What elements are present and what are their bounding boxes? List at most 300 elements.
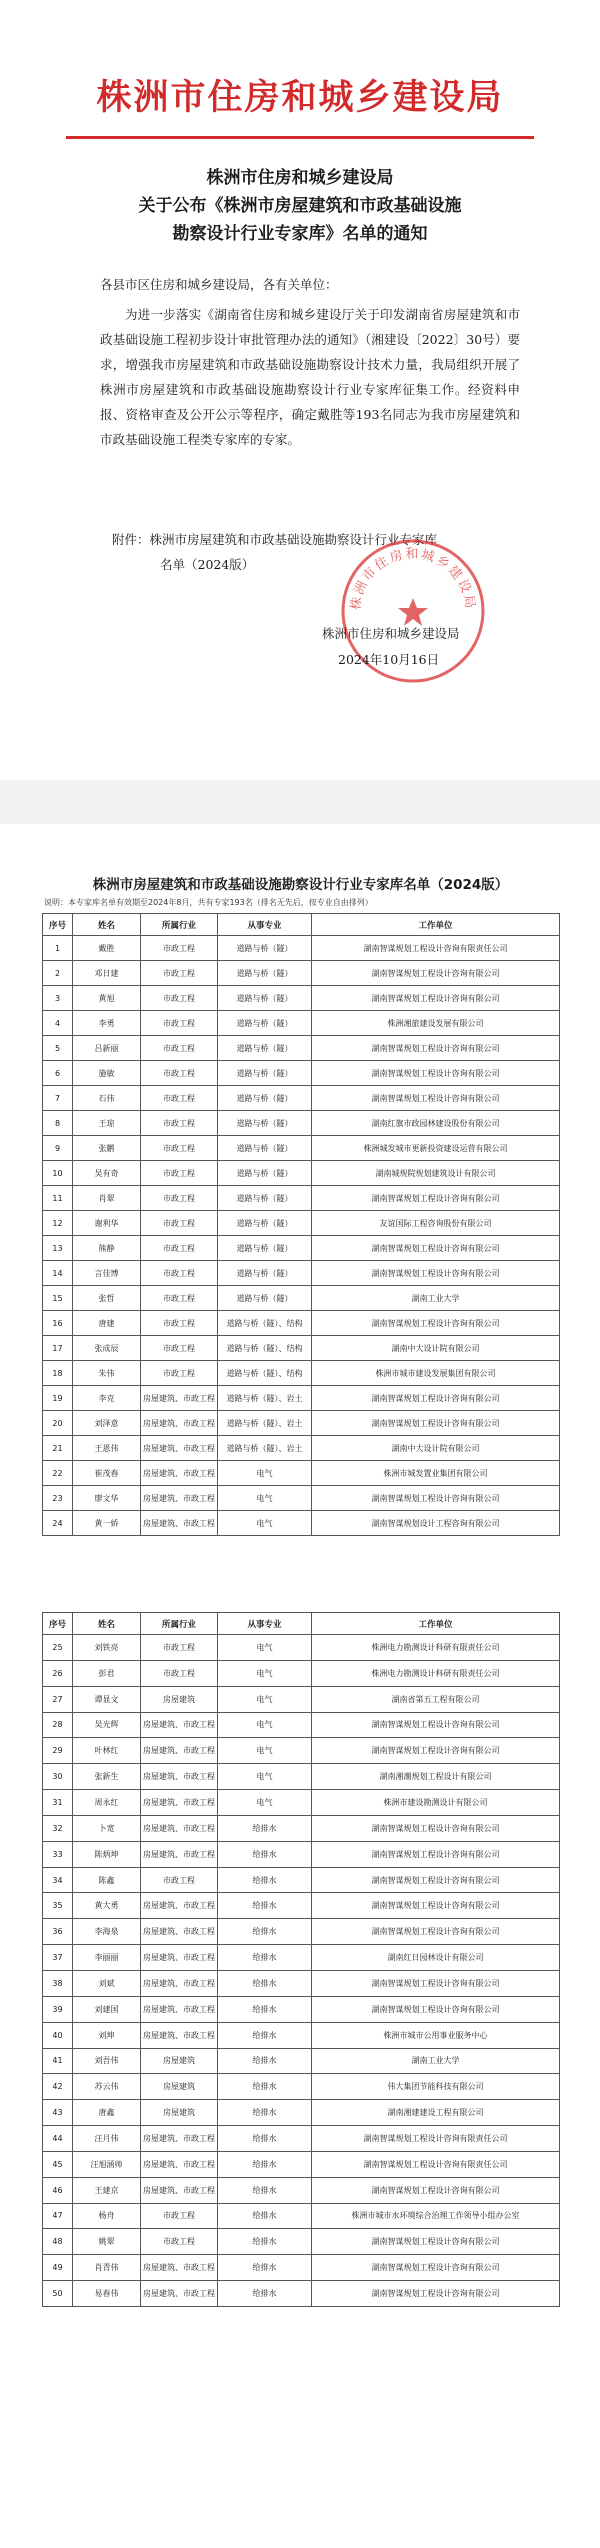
table-row xyxy=(43,1867,560,1893)
header-field: 所属行业 xyxy=(141,1613,218,1635)
cell-name: 李勇 xyxy=(73,1011,141,1036)
cell-field: 市政工程 xyxy=(141,1261,218,1286)
header-unit: 工作单位 xyxy=(312,1613,560,1635)
cell-field: 市政工程 xyxy=(141,1635,218,1661)
table-row xyxy=(43,2048,560,2074)
cell-field: 房屋建筑、市政工程 xyxy=(141,1511,218,1536)
cell-unit: 湖南智谋规划工程设计咨询有限责任公司 xyxy=(312,2151,560,2177)
cell-name: 石伟 xyxy=(73,1086,141,1111)
cell-specialty: 给排水 xyxy=(218,1919,312,1945)
roster-table-2 xyxy=(42,1612,560,2307)
cell-specialty: 道路与桥（隧） xyxy=(218,1211,312,1236)
cell-name: 姚翠 xyxy=(73,2229,141,2255)
roster-body-1 xyxy=(43,936,560,1536)
cell-name: 苏云伟 xyxy=(73,2074,141,2100)
cell-no: 40 xyxy=(43,2022,73,2048)
cell-unit: 湖南智谋规划工程设计咨询有限公司 xyxy=(312,1815,560,1841)
cell-specialty: 给排水 xyxy=(218,1867,312,1893)
cell-no: 3 xyxy=(43,986,73,1011)
cell-no: 14 xyxy=(43,1261,73,1286)
cell-name: 刘坤 xyxy=(73,2022,141,2048)
cell-unit: 湖南智谋规划工程设计咨询有限公司 xyxy=(312,1919,560,1945)
roster-page-1 xyxy=(38,863,563,1543)
cell-specialty: 道路与桥（隧） xyxy=(218,1036,312,1061)
table-row xyxy=(43,1361,560,1386)
notice-attachment-line1: 附件：株洲市房屋建筑和市政基础设施勘察设计行业专家库 xyxy=(112,532,438,547)
cell-name: 唐建 xyxy=(73,1311,141,1336)
cell-field: 房屋建筑、市政工程 xyxy=(141,2281,218,2307)
seal-text: 株洲市住房和城乡建设局 xyxy=(348,547,478,612)
cell-specialty: 道路与桥（隧） xyxy=(218,1161,312,1186)
cell-field: 房屋建筑、市政工程 xyxy=(141,1411,218,1436)
cell-specialty: 道路与桥（隧） xyxy=(218,1136,312,1161)
cell-specialty: 道路与桥（隧） xyxy=(218,1261,312,1286)
cell-field: 房屋建筑 xyxy=(141,2074,218,2100)
cell-unit: 株洲市建设勘测设计有限公司 xyxy=(312,1790,560,1816)
cell-unit: 湖南智谋规划工程设计咨询有限公司 xyxy=(312,2177,560,2203)
table-row xyxy=(43,1790,560,1816)
table-row xyxy=(43,1286,560,1311)
cell-no: 36 xyxy=(43,1919,73,1945)
cell-name: 李海泉 xyxy=(73,1919,141,1945)
cell-name: 言佳博 xyxy=(73,1261,141,1286)
cell-no: 6 xyxy=(43,1061,73,1086)
table-row xyxy=(43,1111,560,1136)
cell-name: 黄大勇 xyxy=(73,1893,141,1919)
table-row xyxy=(43,1738,560,1764)
cell-unit: 湖南智谋规划工程设计咨询有限责任公司 xyxy=(312,936,560,961)
cell-field: 房屋建筑、市政工程 xyxy=(141,2022,218,2048)
cell-no: 10 xyxy=(43,1161,73,1186)
table-row xyxy=(43,1036,560,1061)
table-row xyxy=(43,1841,560,1867)
cell-unit: 湖南智谋规划工程设计咨询有限公司 xyxy=(312,2229,560,2255)
notice-title-line1: 株洲市住房和城乡建设局 xyxy=(206,168,394,188)
cell-unit: 湖南智谋规划工程设计咨询有限公司 xyxy=(312,1411,560,1436)
cell-specialty: 给排水 xyxy=(218,1841,312,1867)
cell-name: 王琼 xyxy=(73,1111,141,1136)
table-row xyxy=(43,1712,560,1738)
table-row xyxy=(43,2022,560,2048)
table-row xyxy=(43,1136,560,1161)
cell-no: 9 xyxy=(43,1136,73,1161)
cell-no: 26 xyxy=(43,1660,73,1686)
cell-specialty: 电气 xyxy=(218,1660,312,1686)
cell-specialty: 给排水 xyxy=(218,1945,312,1971)
cell-name: 叶林红 xyxy=(73,1738,141,1764)
cell-unit: 湖南中大设计院有限公司 xyxy=(312,1436,560,1461)
cell-unit: 湖南智谋规划工程设计咨询有限公司 xyxy=(312,1261,560,1286)
cell-specialty: 给排水 xyxy=(218,2126,312,2152)
cell-no: 1 xyxy=(43,936,73,961)
cell-name: 刘建国 xyxy=(73,1996,141,2022)
cell-no: 15 xyxy=(43,1286,73,1311)
cell-name: 张鹏 xyxy=(73,1136,141,1161)
cell-field: 房屋建筑 xyxy=(141,1686,218,1712)
cell-name: 唐鑫 xyxy=(73,2100,141,2126)
cell-name: 廖文华 xyxy=(73,1486,141,1511)
cell-name: 崔茂春 xyxy=(73,1461,141,1486)
roster-table-1 xyxy=(42,913,560,1536)
cell-no: 2 xyxy=(43,961,73,986)
cell-name: 陈炳坤 xyxy=(73,1841,141,1867)
cell-unit: 株洲市城市建设发展集团有限公司 xyxy=(312,1361,560,1386)
cell-field: 房屋建筑、市政工程 xyxy=(141,2177,218,2203)
cell-unit: 株洲市城市水环境综合治理工作领导小组办公室 xyxy=(312,2203,560,2229)
cell-unit: 湖南中大设计院有限公司 xyxy=(312,1336,560,1361)
table-row xyxy=(43,1511,560,1536)
cell-field: 市政工程 xyxy=(141,1111,218,1136)
cell-specialty: 给排水 xyxy=(218,1996,312,2022)
table-row xyxy=(43,1815,560,1841)
notice-paragraph: 为进一步落实《湖南省住房和城乡建设厅关于印发湖南省房屋建筑和市政基础设施工程初步设计审批管理办法的通知》（湘建设〔2022〕30号）要求，增强我市房屋建筑和市政基础设施勘察设计技术力量，我局组织开展了株洲市房屋建筑和市政基础设施勘察设计行业专家库征集工作。经资料申报、资格审查及公开公示等程序，确定戴胜等193名同志为我市房屋建筑和市政基础设施工程类专家库的专家。 xyxy=(100,307,520,447)
cell-field: 房屋建筑、市政工程 xyxy=(141,2255,218,2281)
cell-name: 黄一娇 xyxy=(73,1511,141,1536)
cell-unit: 湖南湘建建设工程有限公司 xyxy=(312,2100,560,2126)
cell-no: 30 xyxy=(43,1764,73,1790)
cell-no: 31 xyxy=(43,1790,73,1816)
cell-field: 房屋建筑、市政工程 xyxy=(141,1436,218,1461)
cell-specialty: 给排水 xyxy=(218,2203,312,2229)
cell-specialty: 道路与桥（隧） xyxy=(218,1286,312,1311)
notice-salutation: 各县市区住房和城乡建设局，各有关单位： xyxy=(100,277,338,292)
cell-unit: 湖南工业大学 xyxy=(312,1286,560,1311)
cell-unit: 湖南智谋规划工程设计咨询有限公司 xyxy=(312,961,560,986)
letterhead-title: 株洲市住房和城乡建设局 xyxy=(96,78,504,118)
cell-no: 37 xyxy=(43,1945,73,1971)
roster-title: 株洲市房屋建筑和市政基础设施勘察设计行业专家库名单（2024版） xyxy=(92,877,509,893)
cell-field: 房屋建筑、市政工程 xyxy=(141,1486,218,1511)
cell-unit: 湖南智谋规划工程设计咨询有限责任公司 xyxy=(312,2126,560,2152)
cell-name: 彭君 xyxy=(73,1660,141,1686)
cell-no: 44 xyxy=(43,2126,73,2152)
roster-note: 说明：本专家库名单有效期至2024年8月，共有专家193名（排名无先后，按专业自由排列） xyxy=(44,898,373,907)
cell-no: 48 xyxy=(43,2229,73,2255)
cell-field: 市政工程 xyxy=(141,1211,218,1236)
table-row xyxy=(43,1011,560,1036)
cell-name: 黄旭 xyxy=(73,986,141,1011)
table-row xyxy=(43,2100,560,2126)
table-row xyxy=(43,1945,560,1971)
cell-unit: 湖南智谋规划工程设计咨询有限公司 xyxy=(312,1996,560,2022)
table-row xyxy=(43,2151,560,2177)
cell-field: 市政工程 xyxy=(141,1136,218,1161)
cell-specialty: 给排水 xyxy=(218,2151,312,2177)
cell-no: 24 xyxy=(43,1511,73,1536)
cell-no: 33 xyxy=(43,1841,73,1867)
table-row xyxy=(43,1461,560,1486)
notice-title-line2: 关于公布《株洲市房屋建筑和市政基础设施 xyxy=(138,196,462,216)
cell-field: 市政工程 xyxy=(141,961,218,986)
table-row xyxy=(43,1211,560,1236)
cell-field: 市政工程 xyxy=(141,986,218,1011)
cell-specialty: 道路与桥（隧） xyxy=(218,1061,312,1086)
cell-no: 28 xyxy=(43,1712,73,1738)
cell-name: 邓日建 xyxy=(73,961,141,986)
cell-specialty: 道路与桥（隧） xyxy=(218,1011,312,1036)
roster-page-2 xyxy=(38,1590,563,2535)
cell-specialty: 电气 xyxy=(218,1686,312,1712)
cell-unit: 湖南智谋规划工程设计咨询有限公司 xyxy=(312,1311,560,1336)
cell-unit: 湖南智谋规划设计工程咨询有限公司 xyxy=(312,1511,560,1536)
cell-specialty: 电气 xyxy=(218,1635,312,1661)
cell-unit: 湖南省第五工程有限公司 xyxy=(312,1686,560,1712)
cell-unit: 湖南红旗市政园林建设股份有限公司 xyxy=(312,1111,560,1136)
table-row xyxy=(43,1161,560,1186)
cell-specialty: 电气 xyxy=(218,1511,312,1536)
page-gap xyxy=(0,780,600,824)
cell-no: 32 xyxy=(43,1815,73,1841)
cell-unit: 湖南智谋规划工程设计咨询有限公司 xyxy=(312,1712,560,1738)
cell-specialty: 道路与桥（隧）、结构 xyxy=(218,1361,312,1386)
cell-unit: 株洲市城市公用事业服务中心 xyxy=(312,2022,560,2048)
cell-name: 周永红 xyxy=(73,1790,141,1816)
cell-field: 市政工程 xyxy=(141,1186,218,1211)
table-row xyxy=(43,1336,560,1361)
cell-name: 卜宽 xyxy=(73,1815,141,1841)
cell-name: 陈鑫 xyxy=(73,1867,141,1893)
header-name: 姓名 xyxy=(73,914,141,936)
letterhead-red-rule xyxy=(66,136,534,139)
table-header-row xyxy=(43,914,560,936)
table-row xyxy=(43,1436,560,1461)
table-row xyxy=(43,2126,560,2152)
cell-specialty: 给排水 xyxy=(218,2281,312,2307)
cell-specialty: 道路与桥（隧）、岩土 xyxy=(218,1436,312,1461)
cell-no: 20 xyxy=(43,1411,73,1436)
cell-name: 李克 xyxy=(73,1386,141,1411)
cell-field: 市政工程 xyxy=(141,1361,218,1386)
cell-no: 34 xyxy=(43,1867,73,1893)
table-row xyxy=(43,1660,560,1686)
cell-field: 房屋建筑、市政工程 xyxy=(141,1712,218,1738)
cell-name: 刘吾伟 xyxy=(73,2048,141,2074)
cell-specialty: 道路与桥（隧） xyxy=(218,1111,312,1136)
cell-unit: 湖南智谋规划工程设计咨询有限公司 xyxy=(312,1893,560,1919)
header-unit: 工作单位 xyxy=(312,914,560,936)
cell-unit: 湖南城规院规划建筑设计有限公司 xyxy=(312,1161,560,1186)
cell-specialty: 电气 xyxy=(218,1486,312,1511)
cell-field: 房屋建筑、市政工程 xyxy=(141,1738,218,1764)
cell-no: 16 xyxy=(43,1311,73,1336)
cell-unit: 湖南智谋规划工程设计咨询有限公司 xyxy=(312,1061,560,1086)
cell-name: 汪旭涵帅 xyxy=(73,2151,141,2177)
cell-field: 市政工程 xyxy=(141,1286,218,1311)
cell-specialty: 给排水 xyxy=(218,1970,312,1996)
cell-specialty: 道路与桥（隧） xyxy=(218,936,312,961)
cell-no: 41 xyxy=(43,2048,73,2074)
cell-no: 29 xyxy=(43,1738,73,1764)
cell-unit: 伟大集团节能科技有限公司 xyxy=(312,2074,560,2100)
cell-no: 7 xyxy=(43,1086,73,1111)
cell-field: 市政工程 xyxy=(141,936,218,961)
cell-no: 46 xyxy=(43,2177,73,2203)
table-row xyxy=(43,2177,560,2203)
table-row xyxy=(43,961,560,986)
cell-field: 房屋建筑、市政工程 xyxy=(141,1841,218,1867)
cell-name: 王建京 xyxy=(73,2177,141,2203)
table-row xyxy=(43,1086,560,1111)
cell-specialty: 电气 xyxy=(218,1790,312,1816)
cell-no: 17 xyxy=(43,1336,73,1361)
header-specialty: 从事专业 xyxy=(218,914,312,936)
notice-date: 2024年10月16日 xyxy=(338,652,440,667)
cell-no: 27 xyxy=(43,1686,73,1712)
cell-unit: 湖南智谋规划工程设计咨询有限公司 xyxy=(312,1867,560,1893)
table-row xyxy=(43,986,560,1011)
cell-unit: 湖南智谋规划工程设计咨询有限公司 xyxy=(312,2281,560,2307)
cell-specialty: 道路与桥（隧） xyxy=(218,986,312,1011)
cell-field: 市政工程 xyxy=(141,1161,218,1186)
cell-no: 45 xyxy=(43,2151,73,2177)
cell-specialty: 道路与桥（隧） xyxy=(218,961,312,986)
header-field: 所属行业 xyxy=(141,914,218,936)
cell-no: 4 xyxy=(43,1011,73,1036)
cell-no: 47 xyxy=(43,2203,73,2229)
cell-field: 房屋建筑、市政工程 xyxy=(141,2126,218,2152)
cell-field: 市政工程 xyxy=(141,1086,218,1111)
table-header-row xyxy=(43,1613,560,1635)
cell-field: 市政工程 xyxy=(141,2203,218,2229)
cell-specialty: 道路与桥（隧） xyxy=(218,1086,312,1111)
cell-no: 12 xyxy=(43,1211,73,1236)
cell-name: 刘斌 xyxy=(73,1970,141,1996)
header-specialty: 从事专业 xyxy=(218,1613,312,1635)
cell-field: 房屋建筑 xyxy=(141,2048,218,2074)
cell-field: 房屋建筑 xyxy=(141,2100,218,2126)
cell-field: 房屋建筑、市政工程 xyxy=(141,1790,218,1816)
cell-field: 市政工程 xyxy=(141,1036,218,1061)
roster-body-2 xyxy=(43,1635,560,2307)
table-row xyxy=(43,1996,560,2022)
cell-name: 李丽丽 xyxy=(73,1945,141,1971)
cell-no: 22 xyxy=(43,1461,73,1486)
cell-name: 戴胜 xyxy=(73,936,141,961)
table-row xyxy=(43,1061,560,1086)
cell-unit: 湖南智谋规划工程设计咨询有限公司 xyxy=(312,1186,560,1211)
cell-specialty: 给排水 xyxy=(218,1815,312,1841)
cell-name: 汪月伟 xyxy=(73,2126,141,2152)
cell-field: 市政工程 xyxy=(141,1311,218,1336)
cell-unit: 株洲湘旅建设发展有限公司 xyxy=(312,1011,560,1036)
cell-specialty: 电气 xyxy=(218,1764,312,1790)
cell-name: 吴光辉 xyxy=(73,1712,141,1738)
cell-field: 房屋建筑、市政工程 xyxy=(141,1815,218,1841)
cell-specialty: 道路与桥（隧）、岩土 xyxy=(218,1411,312,1436)
cell-no: 19 xyxy=(43,1386,73,1411)
cell-name: 张新生 xyxy=(73,1764,141,1790)
cell-name: 王恩伟 xyxy=(73,1436,141,1461)
table-row xyxy=(43,1919,560,1945)
cell-name: 刘泽意 xyxy=(73,1411,141,1436)
table-row xyxy=(43,1635,560,1661)
notice-issuer: 株洲市住房和城乡建设局 xyxy=(322,626,460,641)
cell-no: 18 xyxy=(43,1361,73,1386)
table-row xyxy=(43,936,560,961)
cell-name: 吴有奇 xyxy=(73,1161,141,1186)
cell-field: 市政工程 xyxy=(141,1011,218,1036)
cell-field: 房屋建筑、市政工程 xyxy=(141,1945,218,1971)
table-row xyxy=(43,1486,560,1511)
table-row xyxy=(43,1686,560,1712)
notice-attachment-line2: 名单（2024版） xyxy=(160,557,255,572)
cell-field: 市政工程 xyxy=(141,1867,218,1893)
table-row xyxy=(43,1893,560,1919)
cell-field: 房屋建筑、市政工程 xyxy=(141,1996,218,2022)
cell-name: 易春伟 xyxy=(73,2281,141,2307)
cell-no: 11 xyxy=(43,1186,73,1211)
table-row xyxy=(43,2255,560,2281)
cell-specialty: 给排水 xyxy=(218,2229,312,2255)
cell-field: 房屋建筑、市政工程 xyxy=(141,1893,218,1919)
cell-field: 市政工程 xyxy=(141,1236,218,1261)
table-row xyxy=(43,2203,560,2229)
cell-field: 房屋建筑、市政工程 xyxy=(141,1386,218,1411)
cell-specialty: 道路与桥（隧）、岩土 xyxy=(218,1386,312,1411)
cell-field: 市政工程 xyxy=(141,1336,218,1361)
cell-no: 42 xyxy=(43,2074,73,2100)
cell-unit: 株洲市城发置业集团有限公司 xyxy=(312,1461,560,1486)
cell-specialty: 给排水 xyxy=(218,2074,312,2100)
cell-specialty: 电气 xyxy=(218,1461,312,1486)
cell-no: 21 xyxy=(43,1436,73,1461)
cell-unit: 湖南工业大学 xyxy=(312,2048,560,2074)
cell-unit: 湖南智谋规划工程设计咨询有限公司 xyxy=(312,1970,560,1996)
cell-unit: 湖南红日园林设计有限公司 xyxy=(312,1945,560,1971)
cell-unit: 株洲电力勘测设计科研有限责任公司 xyxy=(312,1660,560,1686)
table-row xyxy=(43,1764,560,1790)
cell-unit: 株洲电力勘测设计科研有限责任公司 xyxy=(312,1635,560,1661)
cell-field: 房屋建筑、市政工程 xyxy=(141,2151,218,2177)
cell-field: 房屋建筑、市政工程 xyxy=(141,1919,218,1945)
cell-name: 吕新丽 xyxy=(73,1036,141,1061)
cell-no: 8 xyxy=(43,1111,73,1136)
cell-field: 房屋建筑、市政工程 xyxy=(141,1970,218,1996)
cell-specialty: 电气 xyxy=(218,1712,312,1738)
cell-unit: 湖南智谋规划工程设计咨询有限公司 xyxy=(312,986,560,1011)
cell-specialty: 电气 xyxy=(218,1738,312,1764)
cell-no: 49 xyxy=(43,2255,73,2281)
table-row xyxy=(43,1311,560,1336)
table-row xyxy=(43,1236,560,1261)
cell-name: 刘铁亮 xyxy=(73,1635,141,1661)
cell-field: 市政工程 xyxy=(141,2229,218,2255)
table-row xyxy=(43,2229,560,2255)
cell-specialty: 给排水 xyxy=(218,2100,312,2126)
cell-unit: 湖南智谋规划工程设计咨询有限公司 xyxy=(312,1386,560,1411)
cell-specialty: 给排水 xyxy=(218,2022,312,2048)
cell-field: 房屋建筑、市政工程 xyxy=(141,1764,218,1790)
cell-specialty: 给排水 xyxy=(218,1893,312,1919)
cell-specialty: 道路与桥（隧） xyxy=(218,1186,312,1211)
header-name: 姓名 xyxy=(73,1613,141,1635)
cell-no: 5 xyxy=(43,1036,73,1061)
notice-title-line3: 勘察设计行业专家库》名单的通知 xyxy=(172,224,428,244)
cell-name: 朱伟 xyxy=(73,1361,141,1386)
table-row xyxy=(43,2281,560,2307)
cell-name: 肖青伟 xyxy=(73,2255,141,2281)
cell-name: 谢利华 xyxy=(73,1211,141,1236)
cell-specialty: 道路与桥（隧） xyxy=(218,1236,312,1261)
cell-no: 35 xyxy=(43,1893,73,1919)
cell-no: 50 xyxy=(43,2281,73,2307)
cell-unit: 友谊国际工程咨询股份有限公司 xyxy=(312,1211,560,1236)
table-row xyxy=(43,1186,560,1211)
cell-specialty: 给排水 xyxy=(218,2048,312,2074)
cell-no: 23 xyxy=(43,1486,73,1511)
cell-no: 39 xyxy=(43,1996,73,2022)
cell-field: 市政工程 xyxy=(141,1660,218,1686)
